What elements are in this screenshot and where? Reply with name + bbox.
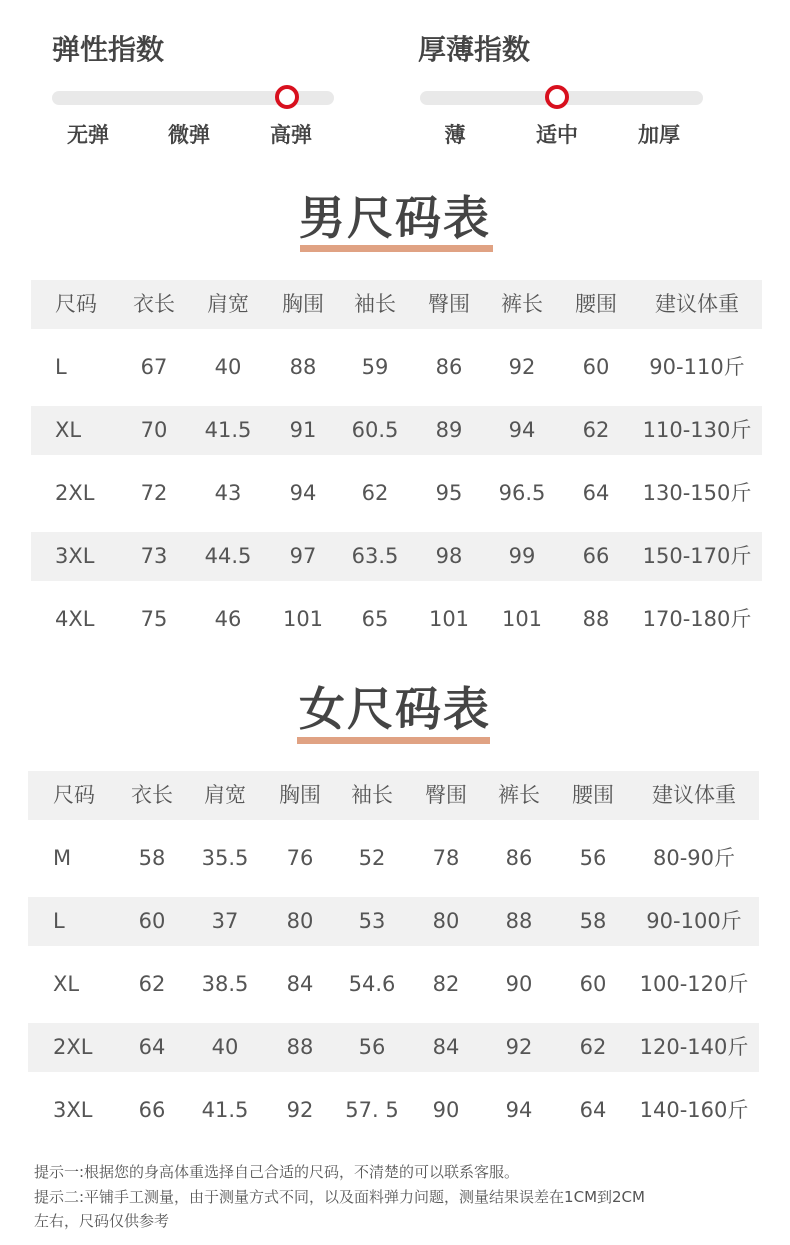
cell-size: 2XL [53, 1035, 93, 1059]
cell-weight: 130-150斤 [642, 481, 752, 505]
cell-sleeve: 54.6 [348, 972, 396, 996]
table-header-row [28, 771, 759, 820]
header-shoulder: 肩宽 [207, 292, 249, 316]
thickness-slider-knob [545, 85, 569, 109]
cell-shoulder: 40 [214, 355, 242, 379]
note-line-1: 提示一:根据您的身高体重选择自己合适的尺码，不清楚的可以联系客服。 [34, 1163, 520, 1181]
cell-pants-length: 94 [505, 1098, 533, 1122]
cell-chest: 80 [286, 909, 314, 933]
cell-weight: 90-100斤 [646, 909, 742, 933]
cell-weight: 140-160斤 [639, 1098, 749, 1122]
women-size-table-title: 女尺码表 [299, 682, 491, 736]
thickness-title: 厚薄指数 [418, 33, 531, 66]
cell-length: 67 [140, 355, 168, 379]
header-waist: 腰围 [575, 292, 617, 316]
table-row [28, 834, 759, 883]
table-row [28, 1086, 759, 1135]
cell-pants-length: 86 [505, 846, 533, 870]
cell-shoulder: 41.5 [204, 418, 252, 442]
cell-shoulder: 38.5 [201, 972, 249, 996]
cell-weight: 110-130斤 [642, 418, 752, 442]
cell-chest: 97 [289, 544, 317, 568]
cell-hip: 90 [432, 1098, 460, 1122]
cell-pants-length: 94 [508, 418, 536, 442]
cell-sleeve: 57. 5 [345, 1098, 399, 1122]
note-line-2: 提示二:平铺手工测量，由于测量方式不同，以及面料弹力问题，测量结果误差在1CM到2CM [34, 1188, 645, 1206]
cell-length: 73 [140, 544, 168, 568]
cell-hip: 78 [432, 846, 460, 870]
cell-chest: 101 [282, 607, 324, 631]
table-row [31, 343, 762, 392]
cell-sleeve: 60.5 [351, 418, 399, 442]
cell-sleeve: 65 [361, 607, 389, 631]
header-length: 衣长 [133, 292, 175, 316]
cell-pants-length: 92 [508, 355, 536, 379]
cell-waist: 62 [582, 418, 610, 442]
cell-pants-length: 88 [505, 909, 533, 933]
cell-sleeve: 56 [358, 1035, 386, 1059]
cell-shoulder: 35.5 [201, 846, 249, 870]
cell-size: 4XL [55, 607, 95, 631]
cell-waist: 60 [582, 355, 610, 379]
cell-pants-length: 96.5 [498, 481, 546, 505]
cell-hip: 89 [435, 418, 463, 442]
cell-hip: 80 [432, 909, 460, 933]
cell-hip: 101 [428, 607, 470, 631]
cell-waist: 58 [579, 909, 607, 933]
cell-weight: 170-180斤 [642, 607, 752, 631]
cell-pants-length: 101 [501, 607, 543, 631]
header-sleeve: 袖长 [351, 783, 393, 807]
cell-hip: 95 [435, 481, 463, 505]
header-waist: 腰围 [572, 783, 614, 807]
cell-size: L [53, 909, 65, 933]
header-size: 尺码 [55, 292, 97, 316]
cell-chest: 88 [286, 1035, 314, 1059]
cell-pants-length: 92 [505, 1035, 533, 1059]
thickness-level-thin: 薄 [444, 122, 466, 147]
cell-chest: 88 [289, 355, 317, 379]
cell-weight: 150-170斤 [642, 544, 752, 568]
cell-sleeve: 53 [358, 909, 386, 933]
cell-weight: 90-110斤 [649, 355, 745, 379]
cell-hip: 86 [435, 355, 463, 379]
header-pants-length: 裤长 [498, 783, 540, 807]
cell-length: 75 [140, 607, 168, 631]
table-row [28, 1023, 759, 1072]
cell-length: 60 [138, 909, 166, 933]
header-hip: 臀围 [428, 292, 470, 316]
cell-size: 2XL [55, 481, 95, 505]
cell-length: 70 [140, 418, 168, 442]
header-length: 衣长 [131, 783, 173, 807]
cell-hip: 84 [432, 1035, 460, 1059]
cell-weight: 80-90斤 [652, 846, 736, 870]
table-row [31, 469, 762, 518]
cell-waist: 62 [579, 1035, 607, 1059]
women-title-underline [297, 737, 490, 744]
thickness-level-thick: 加厚 [638, 122, 680, 147]
cell-size: 3XL [55, 544, 95, 568]
cell-shoulder: 46 [214, 607, 242, 631]
elasticity-level-none: 无弹 [67, 122, 109, 147]
header-shoulder: 肩宽 [204, 783, 246, 807]
men-title-underline [300, 245, 493, 252]
table-row [31, 406, 762, 455]
thickness-level-medium: 适中 [536, 122, 578, 147]
cell-waist: 88 [582, 607, 610, 631]
cell-chest: 76 [286, 846, 314, 870]
cell-weight: 100-120斤 [639, 972, 749, 996]
header-sleeve: 袖长 [354, 292, 396, 316]
cell-length: 72 [140, 481, 168, 505]
cell-size: L [55, 355, 67, 379]
cell-shoulder: 44.5 [204, 544, 252, 568]
cell-sleeve: 62 [361, 481, 389, 505]
cell-chest: 84 [286, 972, 314, 996]
table-row [28, 897, 759, 946]
cell-pants-length: 90 [505, 972, 533, 996]
table-row [28, 960, 759, 1009]
header-weight: 建议体重 [652, 783, 736, 807]
cell-chest: 94 [289, 481, 317, 505]
cell-weight: 120-140斤 [639, 1035, 749, 1059]
cell-hip: 82 [432, 972, 460, 996]
cell-shoulder: 40 [211, 1035, 239, 1059]
header-chest: 胸围 [279, 783, 321, 807]
header-pants-length: 裤长 [501, 292, 543, 316]
cell-length: 66 [138, 1098, 166, 1122]
cell-length: 64 [138, 1035, 166, 1059]
cell-length: 62 [138, 972, 166, 996]
cell-size: XL [53, 972, 80, 996]
elasticity-title: 弹性指数 [52, 33, 165, 66]
elasticity-level-slight: 微弹 [168, 122, 210, 147]
cell-waist: 64 [582, 481, 610, 505]
table-row [31, 595, 762, 644]
cell-sleeve: 59 [361, 355, 389, 379]
cell-chest: 92 [286, 1098, 314, 1122]
cell-waist: 64 [579, 1098, 607, 1122]
note-line-3: 左右，尺码仅供参考 [34, 1212, 170, 1230]
cell-size: XL [55, 418, 82, 442]
elasticity-level-high: 高弹 [270, 122, 312, 147]
table-header-row [31, 280, 762, 329]
header-size: 尺码 [53, 783, 95, 807]
cell-shoulder: 41.5 [201, 1098, 249, 1122]
cell-length: 58 [138, 846, 166, 870]
header-hip: 臀围 [425, 783, 467, 807]
cell-waist: 56 [579, 846, 607, 870]
cell-sleeve: 63.5 [351, 544, 399, 568]
cell-waist: 66 [582, 544, 610, 568]
cell-sleeve: 52 [358, 846, 386, 870]
men-size-table-title: 男尺码表 [299, 191, 491, 245]
header-chest: 胸围 [282, 292, 324, 316]
table-row [31, 532, 762, 581]
cell-size: M [53, 846, 72, 870]
cell-pants-length: 99 [508, 544, 536, 568]
elasticity-slider-knob [275, 85, 299, 109]
header-weight: 建议体重 [655, 292, 739, 316]
cell-chest: 91 [289, 418, 317, 442]
cell-size: 3XL [53, 1098, 93, 1122]
cell-hip: 98 [435, 544, 463, 568]
cell-waist: 60 [579, 972, 607, 996]
cell-shoulder: 37 [211, 909, 239, 933]
cell-shoulder: 43 [214, 481, 242, 505]
